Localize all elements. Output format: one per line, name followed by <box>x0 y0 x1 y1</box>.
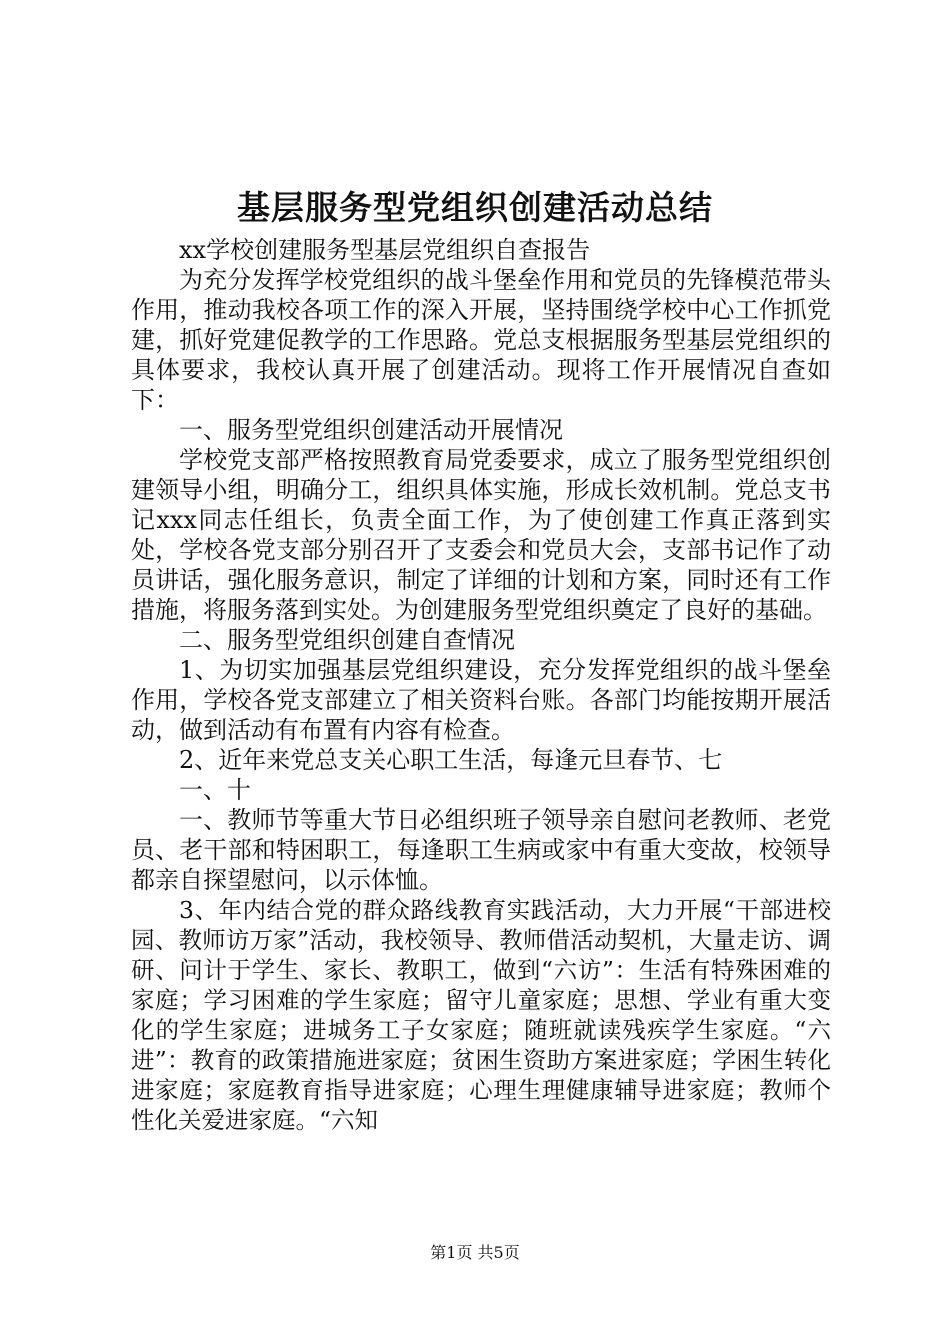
intro-paragraph: 为充分发挥学校党组织的战斗堡垒作用和党员的先锋模范带头作用，推动我校各项工作的深入开展，坚持围绕学校中心工作抓党建，抓好党建促教学的工作思路。党总支根据服务型基层党组织的具体要求，我校认真开展了创建活动。现将工作开展情况自查如下： <box>131 266 831 414</box>
page-footer: 第1页 共5页 <box>430 1243 520 1262</box>
section-1-paragraph: 学校党支部严格按照教育局党委要求，成立了服务型党组织创建领导小组，明确分工，组织具体实施，形成长效机制。党总支书记xxx同志任组长，负责全面工作，为了使创建工作真正落到实处，学校各党支部分别召开了支委会和党员大会，支部书记作了动员讲话，强化服务意识，制定了详细的计划和方案，同时还有工作措施，将服务落到实处。为创建服务型党组织奠定了良好的基础。 <box>131 446 831 624</box>
item-2-paragraph: 2、近年来党总支关心职工生活，每逢元旦春节、七 <box>179 746 723 774</box>
section-heading-1: 一、服务型党组织创建活动开展情况 <box>179 416 563 444</box>
document-body <box>131 235 831 1135</box>
item-2-continuation: 一、教师节等重大节日必组织班子领导亲自慰问老教师、老党员、老干部和特困职工，每逢职工生病或家中有重大变故，校领导都亲自探望慰问，以示体恤。 <box>131 806 831 894</box>
item-2-fragment: 一、十 <box>179 776 251 804</box>
report-subtitle: xx学校创建服务型基层党组织自查报告 <box>179 236 591 264</box>
document-title: 基层服务型党组织创建活动总结 <box>237 188 713 227</box>
item-3-paragraph: 3、年内结合党的群众路线教育实践活动，大力开展“干部进校园、教师访万家”活动，我校领导、教师借活动契机，大量走访、调研、问计于学生、家长、教职工，做到“六访”：生活有特殊困难的家庭；学习困难的学生家庭；留守儿童家庭；思想、学业有重大变化的学生家庭；进城务工子女家庭；随班就读残疾学生家庭。“六进”：教育的政策措施进家庭；贫困生资助方案进家庭；学困生转化进家庭；家庭教育指导进家庭；心理生理健康辅导进家庭；教师个性化关爱进家庭。“六知 <box>131 896 831 1134</box>
item-1-paragraph: 1、为切实加强基层党组织建设，充分发挥党组织的战斗堡垒作用，学校各党支部建立了相关资料台账。各部门均能按期开展活动，做到活动有布置有内容有检查。 <box>131 656 831 744</box>
section-heading-2: 二、服务型党组织创建自查情况 <box>179 626 515 654</box>
